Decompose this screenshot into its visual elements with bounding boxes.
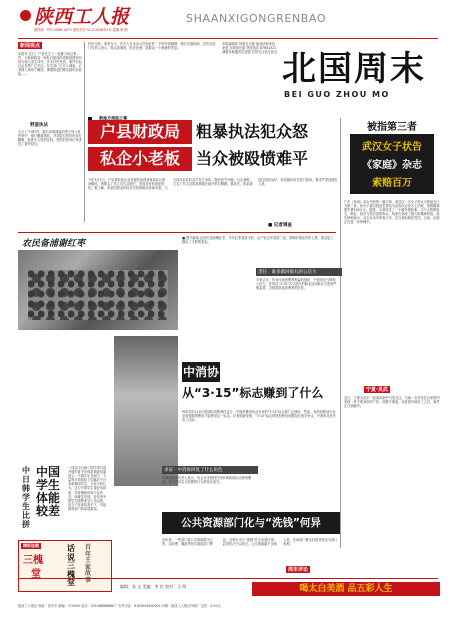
right-section-body: 近日，宁夏灵武市一起离奇案件引发关注。当地一名村民在自家院内发现一具不明身份的尸体，经警方调查，死者系外地务工人员，案件正在侦破中。 <box>344 396 440 409</box>
public-resource-headline: 公共资源部门化与“洗钱”何异 <box>162 512 340 534</box>
photo-section-title: 农民备浦谢红枣 <box>22 239 86 249</box>
photo-image <box>18 250 178 330</box>
student-headline: 中国学生体能较差 <box>36 465 61 518</box>
weekly-section-header <box>222 42 442 118</box>
column-divider <box>84 42 85 222</box>
right-column <box>344 118 440 448</box>
center-label: 责任：谁来做回娘丸的公信力 <box>256 268 342 276</box>
weekly-title: 北国周末 <box>282 49 426 89</box>
right-section-label: 宁夏·灵武 <box>366 387 388 393</box>
photo-section <box>18 236 178 332</box>
reporter-tag: ■ 记者调查 <box>268 223 292 228</box>
masthead-meta: 国内统一刊号 CN61-0071 邮发代号 51-2 2006年3月 星期 第 期 <box>34 28 128 32</box>
right-headline-l3: 索赔百万 <box>372 178 412 189</box>
consumer-body: 每年的3月15日是国际消费者权益日，中国消费者协会发布的“3·15”标志被广泛使用。然而，有消息称部分企业需要缴纳费用才能使用这一标志。记者调查发现，“3·15”标志的授权使用问题存在诸多争议，中消协对此作出了回应。 <box>182 410 336 423</box>
right-headline-l2: 《家庭》杂志 <box>362 160 422 171</box>
news-label: 新闻视点 <box>20 43 41 49</box>
weekly-intro: 本报编辑部 每周五出版 欢迎读者来信来电 反映身边事 热线电话 87654321 诚邀各地通讯员加盟 共同关注民生热点 <box>222 42 278 55</box>
center-body: 专家认为，作为代表消费者利益的组织，中消协应当保持公信力，任何以“3·15”名义进行的商业活动都应当受到严格监管，否则将损害消费者的信任。 <box>256 278 337 291</box>
weekly-pinyin: BEI GUO ZHOU MO <box>284 90 390 99</box>
consumer-headline-bank: 中消协 <box>182 362 220 382</box>
masthead <box>16 6 446 36</box>
right-column-divider <box>340 118 341 548</box>
main-headline <box>88 120 318 172</box>
masthead-logo-icon <box>20 10 31 21</box>
special-series <box>88 108 218 121</box>
masthead-pinyin: SHAANXIGONGRENBAO <box>186 12 327 25</box>
right-headline-l1: 武汉女子状告 <box>362 142 422 153</box>
consumer-headline-rest: 从“3·15”标志赚到了什么 <box>182 386 324 400</box>
photo-dates-pile <box>28 270 168 320</box>
headline-line2-left: 私企小老板 <box>88 147 192 171</box>
feature-ad-line1: 三槐 <box>23 555 43 566</box>
left-top-body: 本报讯 近日，户县发生了一起暴力拆迁事件，当地财政局一处私自建设的老板因债务纠纷与他人发生冲突，多名村民受伤。事件引起社会各界广泛关注，有关部门已介入调查。记者深入现场了解到，事情的起因要从数年前说起…… <box>18 52 82 77</box>
left-sub-body: 当天上午9时许，数名身着便装的男子闯入村民家中，强行搬离物品，并对阻拦的村民拳打脚踢，致使多人受伤住院。受伤村民向记者讲述了事件经过。 <box>18 130 82 147</box>
second-photo <box>114 336 178 486</box>
feature-ad-vert2: 百年王家故事 <box>85 544 92 584</box>
footer-ad <box>252 582 440 596</box>
photo-section-rule <box>18 232 336 233</box>
photo-caption: ■ 图片新闻 农民们在晾晒红枣，今年红枣喜获丰收，亩产较去年提高三成，收购价格也有所上涨，果农脸上露出了丰收的笑容。 <box>182 236 334 245</box>
masthead-rule <box>18 38 438 39</box>
headline-line1-right: 粗暴执法犯众怒 <box>196 122 309 141</box>
right-body: 广东《家庭》杂志刊登的一篇文章，被武汉一名女子指认为影射自己为第三者，该女子遂以侵犯名誉权为由将杂志社告上法庭，索赔精神损失费100万元。据悉，文章讲述了一个婚外情故事，文中人物的姓名、职业、经历与原告高度吻合，给原告造成了极大的精神伤害。原告律师表示，杂志社未尽审查义务，应当承担相应责任。目前，此案正在进一步审理中。 <box>344 200 440 225</box>
right-label: 被指第三者 <box>367 122 417 133</box>
footer-rule <box>18 578 438 579</box>
public-resource-body: 近年来，一些部门将公共资源据为己有，以收费、摊派等形式谋取部门利益，这种行为与“洗钱”并无本质区别，必须依法予以纠正。公共资源属于全体公民，任何部门都无权将其转化为部门私利。 <box>162 538 338 547</box>
top-center-text: 村民反映，事发当天，有关人员未出示任何证件，不听村民解释，强行实施拆除。县有关部门负责人表示，将认真调查，依法处理，给群众一个满意的答复。 <box>88 42 216 51</box>
footer-bottom-line: 陕西工人报社 地址：西安市 邮编：710000 电话：029-88888888 广告许可证：6100004000001 印刷：陕西工人报社印刷厂 定价：0.50元 <box>18 604 221 608</box>
consumer-sub-label: 求证：中消协回复了什么角色 <box>162 466 258 474</box>
public-resource-tag: 周末评论 <box>288 567 309 573</box>
footer-editors: 编辑：张 文 美编：李 红 校对：王 明 <box>120 584 187 589</box>
footer-ad-text: 喝太白美酒 品五彩人生 <box>299 584 393 594</box>
right-headline-box <box>350 134 434 194</box>
left-sub-label: 野蛮执法 <box>30 123 48 128</box>
feature-ad-line2: 堂 <box>31 569 41 580</box>
feature-ad-vert1: 话说三槐堂 <box>67 544 75 587</box>
feature-ad <box>18 540 112 592</box>
side-vertical-title: 中日韩学生比拼 <box>22 466 30 529</box>
main-body: 今年3月1日，户县某私营企业老板张某到县财政局反映问题时，被数名工作人员当众殴打，造成多处软组织损伤。据了解，张某因资金纠纷多次到财政局协商未果，当天再次前往时双方发生争执，随后冲突升级。目击者称，几名工作人员将其推倒在地并拳打脚踢。事发后，张某被送往医院治疗，其家属向有关部门投诉，要求严肃处理打人者。 <box>88 178 338 191</box>
consumer-sub-body: 中消协有关负责人表示，协会从未授权任何机构收取标志使用费用，对于冒用名义收费的行为将依法追究。 <box>162 476 252 485</box>
headline-line1-left: 户县财政局 <box>88 120 192 144</box>
special-series-label: 新地方周报之事 <box>99 115 128 121</box>
student-body: 一项由中日韩三国学者共同开展的青少年体质调查结果显示，中国学生在耐力、力量等多项指标上均落后于日本和韩国学生。专家分析认为，这与中国学生课业负担重、体育锻炼时间不足有关。调查还发现，近年来中国学生肥胖率呈上升趋势，视力不良率居高不下，引起教育部门的高度重视。 <box>68 466 107 511</box>
masthead-logo: 陕西工人报 <box>34 6 130 28</box>
left-top-column <box>18 42 82 222</box>
feature-ad-label: 精彩连载 <box>23 543 39 548</box>
headline-line2-right: 当众被殴愤难平 <box>196 149 309 168</box>
consumer-headline <box>182 360 336 406</box>
